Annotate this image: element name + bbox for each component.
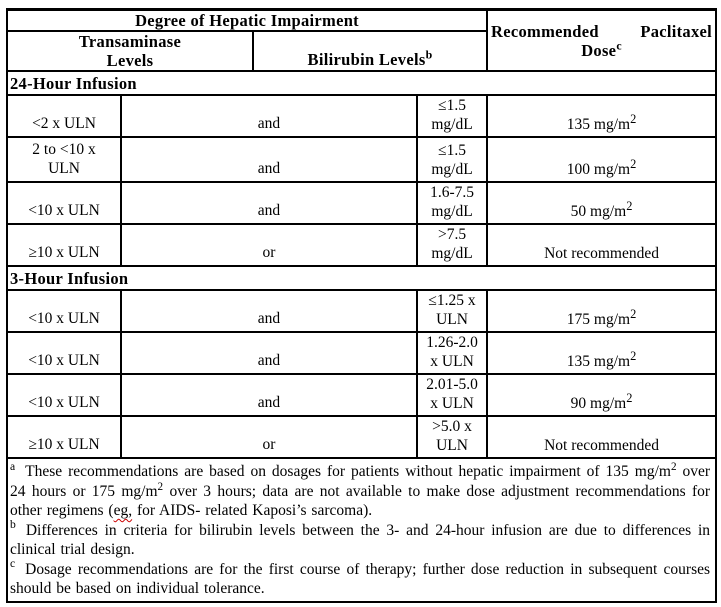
transaminase-header-line1: Transaminase bbox=[78, 32, 182, 51]
section-24-hour-infusion bbox=[7, 71, 716, 95]
transaminase-value: ≥10 x ULN bbox=[28, 244, 100, 261]
bilirubin-value-line2: mg/dL bbox=[431, 245, 473, 262]
transaminase-levels-header bbox=[7, 31, 253, 71]
conjunction-value: and bbox=[257, 310, 281, 327]
bilirubin-levels-header bbox=[253, 31, 487, 71]
transaminase-cell bbox=[7, 182, 121, 224]
bilirubin-value-line2: ULN bbox=[436, 437, 468, 454]
conjunction-value: and bbox=[257, 202, 281, 219]
conjunction-cell bbox=[121, 224, 417, 266]
dose-header-word1: Recommended bbox=[491, 21, 599, 41]
bilirubin-value-line2: mg/dL bbox=[431, 161, 473, 178]
transaminase-value: <10 x ULN bbox=[28, 310, 100, 327]
table-row bbox=[7, 95, 716, 137]
footnote-c-text: Dosage recommendations are for the first course of therapy; further dose reduction in subsequent courses should be based on individual tolerance. bbox=[10, 560, 711, 597]
bilirubin-value-line2: ULN bbox=[436, 311, 468, 328]
footnote-c-marker: c bbox=[10, 557, 16, 571]
dose-cell bbox=[487, 332, 716, 374]
dose-superscript: 2 bbox=[630, 111, 637, 126]
conjunction-value: and bbox=[257, 352, 281, 369]
section-label: 3-Hour Infusion bbox=[10, 268, 129, 288]
dose-cell bbox=[487, 290, 716, 332]
hepatic-impairment-dose-table bbox=[6, 8, 717, 603]
bilirubin-cell bbox=[417, 95, 487, 137]
footnote-b bbox=[10, 518, 711, 560]
footnote-b-marker: b bbox=[10, 518, 16, 532]
bilirubin-cell bbox=[417, 182, 487, 224]
dose-header-line2 bbox=[491, 38, 712, 60]
transaminase-cell bbox=[7, 137, 121, 182]
footnote-c bbox=[10, 557, 711, 599]
transaminase-value: ≥10 x ULN bbox=[28, 436, 100, 453]
dose-value: 175 mg/m bbox=[566, 311, 631, 328]
degree-of-hepatic-impairment-header bbox=[7, 10, 487, 32]
dose-cell bbox=[487, 95, 716, 137]
bilirubin-cell bbox=[417, 137, 487, 182]
transaminase-cell bbox=[7, 224, 121, 266]
dose-header-footnote-marker: c bbox=[616, 38, 622, 52]
degree-header-label: Degree of Hepatic Impairment bbox=[135, 11, 359, 30]
bilirubin-cell bbox=[417, 416, 487, 458]
dose-superscript: 2 bbox=[630, 306, 637, 321]
dose-cell bbox=[487, 224, 716, 266]
footnotes-cell bbox=[7, 458, 716, 602]
dose-header-word2: Paclitaxel bbox=[640, 21, 713, 41]
transaminase-cell bbox=[7, 332, 121, 374]
conjunction-value: and bbox=[257, 160, 281, 177]
table-row bbox=[7, 290, 716, 332]
dose-superscript: 2 bbox=[626, 198, 633, 213]
conjunction-value: and bbox=[257, 115, 281, 132]
dose-header-label: Dose bbox=[581, 40, 617, 60]
table-row bbox=[7, 374, 716, 416]
dose-value: 135 mg/m bbox=[566, 353, 631, 370]
bilirubin-header-label: Bilirubin Levels bbox=[307, 50, 426, 69]
dose-value: 135 mg/m bbox=[566, 116, 631, 133]
transaminase-cell bbox=[7, 374, 121, 416]
dose-cell bbox=[487, 137, 716, 182]
transaminase-value: <10 x ULN bbox=[28, 352, 100, 369]
section-3-hour-infusion bbox=[7, 266, 716, 290]
conjunction-cell bbox=[121, 290, 417, 332]
table-row bbox=[7, 182, 716, 224]
dose-superscript: 2 bbox=[630, 156, 637, 171]
footnote-a bbox=[10, 459, 711, 521]
dose-cell bbox=[487, 374, 716, 416]
bilirubin-value-line1: 2.01-5.0 bbox=[426, 376, 478, 393]
dose-cell bbox=[487, 416, 716, 458]
bilirubin-cell bbox=[417, 332, 487, 374]
transaminase-value: <10 x ULN bbox=[28, 202, 100, 219]
dose-value: 100 mg/m bbox=[566, 161, 631, 178]
bilirubin-value-line2: mg/dL bbox=[431, 116, 473, 133]
dose-superscript: 2 bbox=[626, 390, 633, 405]
footnote-a-text: These recommendations are based on dosages for patients without hepatic impairment of 135 $mg/m^2$ over 24 hours or 175 $mg/m^2$ over 3 hours; data are not available to make dose adjustment recommendations for other regimens (eg, for AIDS- related Kaposi’s sarcoma). bbox=[10, 460, 711, 519]
bilirubin-value-line1: ≤1.5 bbox=[438, 142, 466, 159]
dose-value: 90 mg/m bbox=[570, 395, 627, 412]
footnote-a-marker: a bbox=[10, 459, 16, 473]
transaminase-cell bbox=[7, 95, 121, 137]
dose-value: 50 mg/m bbox=[570, 203, 627, 220]
bilirubin-cell bbox=[417, 224, 487, 266]
conjunction-value: or bbox=[262, 436, 276, 453]
dose-superscript: 2 bbox=[630, 348, 637, 363]
conjunction-value: or bbox=[262, 244, 276, 261]
transaminase-value: <2 x ULN bbox=[32, 115, 96, 132]
table-row bbox=[7, 137, 716, 182]
footnote-b-text: Differences in criteria for bilirubin levels between the 3- and 24-hour infusion are due to differences in clinical trial design. bbox=[10, 521, 711, 558]
dose-cell bbox=[487, 182, 716, 224]
section-label: 24-Hour Infusion bbox=[10, 73, 137, 93]
conjunction-cell bbox=[121, 182, 417, 224]
conjunction-cell bbox=[121, 374, 417, 416]
conjunction-cell bbox=[121, 137, 417, 182]
table-row bbox=[7, 224, 716, 266]
conjunction-cell bbox=[121, 416, 417, 458]
bilirubin-value-line2: x ULN bbox=[430, 353, 474, 370]
bilirubin-value-line1: 1.26-2.0 bbox=[426, 334, 478, 351]
conjunction-value: and bbox=[257, 394, 281, 411]
transaminase-value: <10 x ULN bbox=[28, 394, 100, 411]
transaminase-cell bbox=[7, 416, 121, 458]
recommended-dose-header bbox=[487, 10, 716, 72]
table-row bbox=[7, 332, 716, 374]
bilirubin-value-line2: x ULN bbox=[430, 395, 474, 412]
bilirubin-value-line1: ≤1.25 x bbox=[428, 292, 476, 309]
transaminase-value: 2 to <10 x ULN bbox=[32, 141, 96, 177]
table-row bbox=[7, 416, 716, 458]
bilirubin-value-line2: mg/dL bbox=[431, 203, 473, 220]
dose-value: Not recommended bbox=[544, 437, 659, 454]
transaminase-cell bbox=[7, 290, 121, 332]
bilirubin-value-line1: ≤1.5 bbox=[438, 97, 466, 114]
bilirubin-value-line1: 1.6-7.5 bbox=[430, 184, 474, 201]
bilirubin-value-line1: >7.5 bbox=[437, 226, 467, 243]
transaminase-header-line2: Levels bbox=[106, 51, 154, 70]
conjunction-cell bbox=[121, 95, 417, 137]
dose-header-line1 bbox=[491, 22, 712, 41]
conjunction-cell bbox=[121, 332, 417, 374]
dose-value: Not recommended bbox=[544, 245, 659, 262]
bilirubin-cell bbox=[417, 290, 487, 332]
bilirubin-cell bbox=[417, 374, 487, 416]
bilirubin-header-footnote-marker: b bbox=[425, 47, 433, 62]
bilirubin-value-line1: >5.0 x bbox=[432, 418, 472, 435]
